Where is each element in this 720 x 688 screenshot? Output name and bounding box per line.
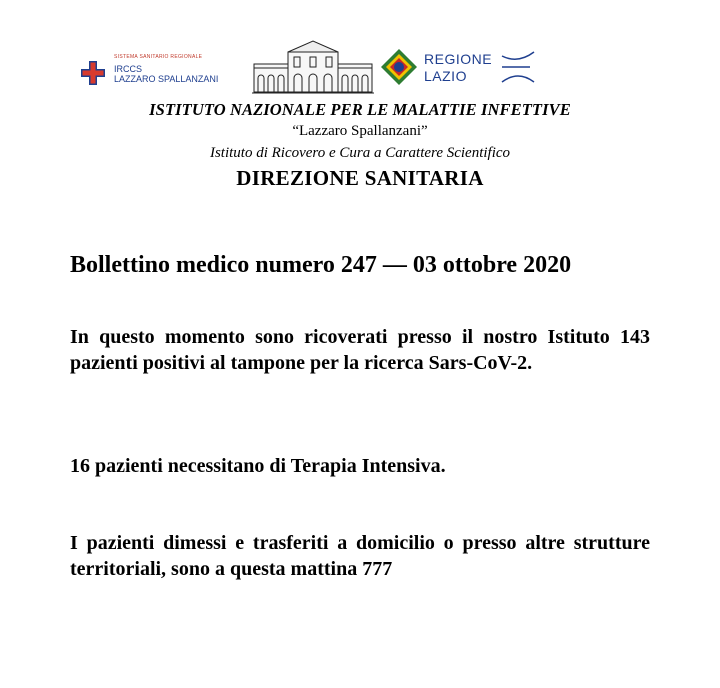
institute-subtitle: “Lazzaro Spallanzani” (292, 123, 428, 139)
institute-description: Istituto di Ricovero e Cura a Carattere Scientifico (209, 145, 511, 161)
regione-emblem-icon (380, 48, 418, 86)
bulletin-paragraph-discharged: I pazienti dimessi e trasferiti a domicilio o presso altre strutture territoriali, sono a questa mattina 777 (70, 532, 650, 580)
spallanzani-line-2: LAZZARO SPALLANZANI (114, 74, 219, 84)
department-title: DIREZIONE SANITARIA (236, 166, 484, 190)
regione-line-1: REGIONE (424, 51, 493, 67)
bulletin-paragraph-intensive-care: 16 pazienti necessitano di Terapia Intensiva. (70, 455, 446, 477)
institute-header (0, 100, 720, 190)
spallanzani-line-1: IRCCS (114, 64, 143, 74)
institute-building-icon (252, 38, 374, 96)
logo-row (0, 38, 720, 98)
bulletin-title: Bollettino medico numero 247 — 03 ottobre 2020 (70, 252, 572, 278)
spallanzani-logo (80, 54, 250, 94)
regione-line-2: LAZIO (424, 68, 467, 84)
regione-swoosh-icon (500, 50, 536, 84)
bulletin-paragraph-hospitalized: In questo momento sono ricoverati presso il nostro Istituto 143 pazienti positivi al tampone per la ricerca Sars-CoV-2. (70, 326, 650, 374)
institute-name: ISTITUTO NAZIONALE PER LE MALATTIE INFETTIVE (149, 100, 571, 119)
regione-lazio-logo (380, 48, 540, 88)
red-cross-icon (80, 60, 106, 86)
spallanzani-small-text: SISTEMA SANITARIO REGIONALE (114, 54, 203, 60)
